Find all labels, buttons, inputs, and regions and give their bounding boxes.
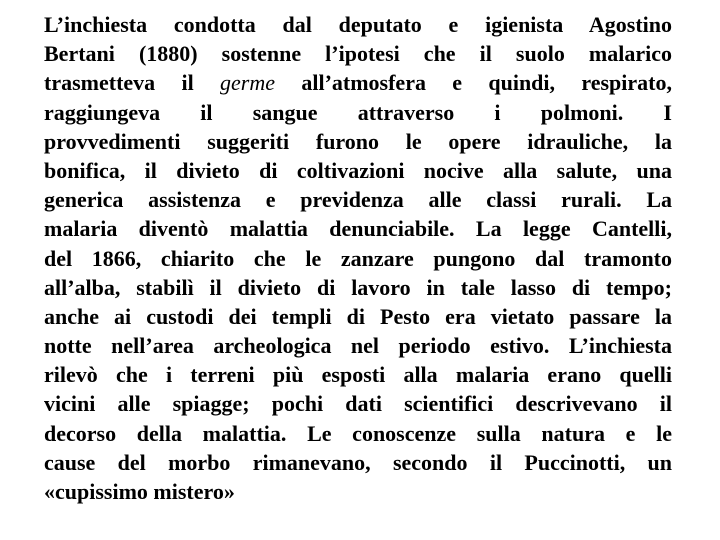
line-3-after: all’atmosfera e quindi, respirato, xyxy=(275,70,672,96)
paragraph-line-4: raggiungeva il sangue attraverso i polmoni. I xyxy=(44,99,672,125)
paragraph-line-7: generica assistenza e previdenza alle classi rurali. La xyxy=(44,187,672,213)
paragraph-line-15: decorso della malattia. Le conoscenze sulla natura e le xyxy=(44,420,672,446)
paragraph-line-10: all’alba, stabilì il divieto di lavoro in tale lasso di tempo; xyxy=(44,274,672,300)
paragraph-line-9: del 1866, chiarito che le zanzare pungono dal tramonto xyxy=(44,245,672,271)
line-3-before: trasmetteva il xyxy=(44,70,221,96)
text-paragraph xyxy=(44,10,672,506)
paragraph-line-16: cause del morbo rimanevano, secondo il Puccinotti, un xyxy=(44,449,672,475)
paragraph-line-3 xyxy=(44,68,672,97)
paragraph-line-14: vicini alle spiagge; pochi dati scientifici descrivevano il xyxy=(44,391,672,417)
paragraph-line-2: Bertani (1880) sostenne l’ipotesi che il suolo malarico xyxy=(44,41,672,67)
paragraph-line-8: malaria diventò malattia denunciabile. La legge Cantelli, xyxy=(44,216,672,242)
paragraph-line-13: rilevò che i terreni più esposti alla malaria erano quelli xyxy=(44,362,672,388)
italic-word-germe: germe xyxy=(220,70,276,96)
paragraph-line-6: bonifica, il divieto di coltivazioni nocive alla salute, una xyxy=(44,157,672,183)
paragraph-line-17: «cupissimo mistero» xyxy=(44,479,235,504)
paragraph-line-12: notte nell’area archeologica nel periodo estivo. L’inchiesta xyxy=(44,333,672,359)
paragraph-line-5: provvedimenti suggeriti furono le opere idrauliche, la xyxy=(44,128,672,154)
paragraph-line-1: L’inchiesta condotta dal deputato e igienista Agostino xyxy=(44,12,672,37)
paragraph-line-11: anche ai custodi dei templi di Pesto era vietato passare la xyxy=(44,303,672,329)
